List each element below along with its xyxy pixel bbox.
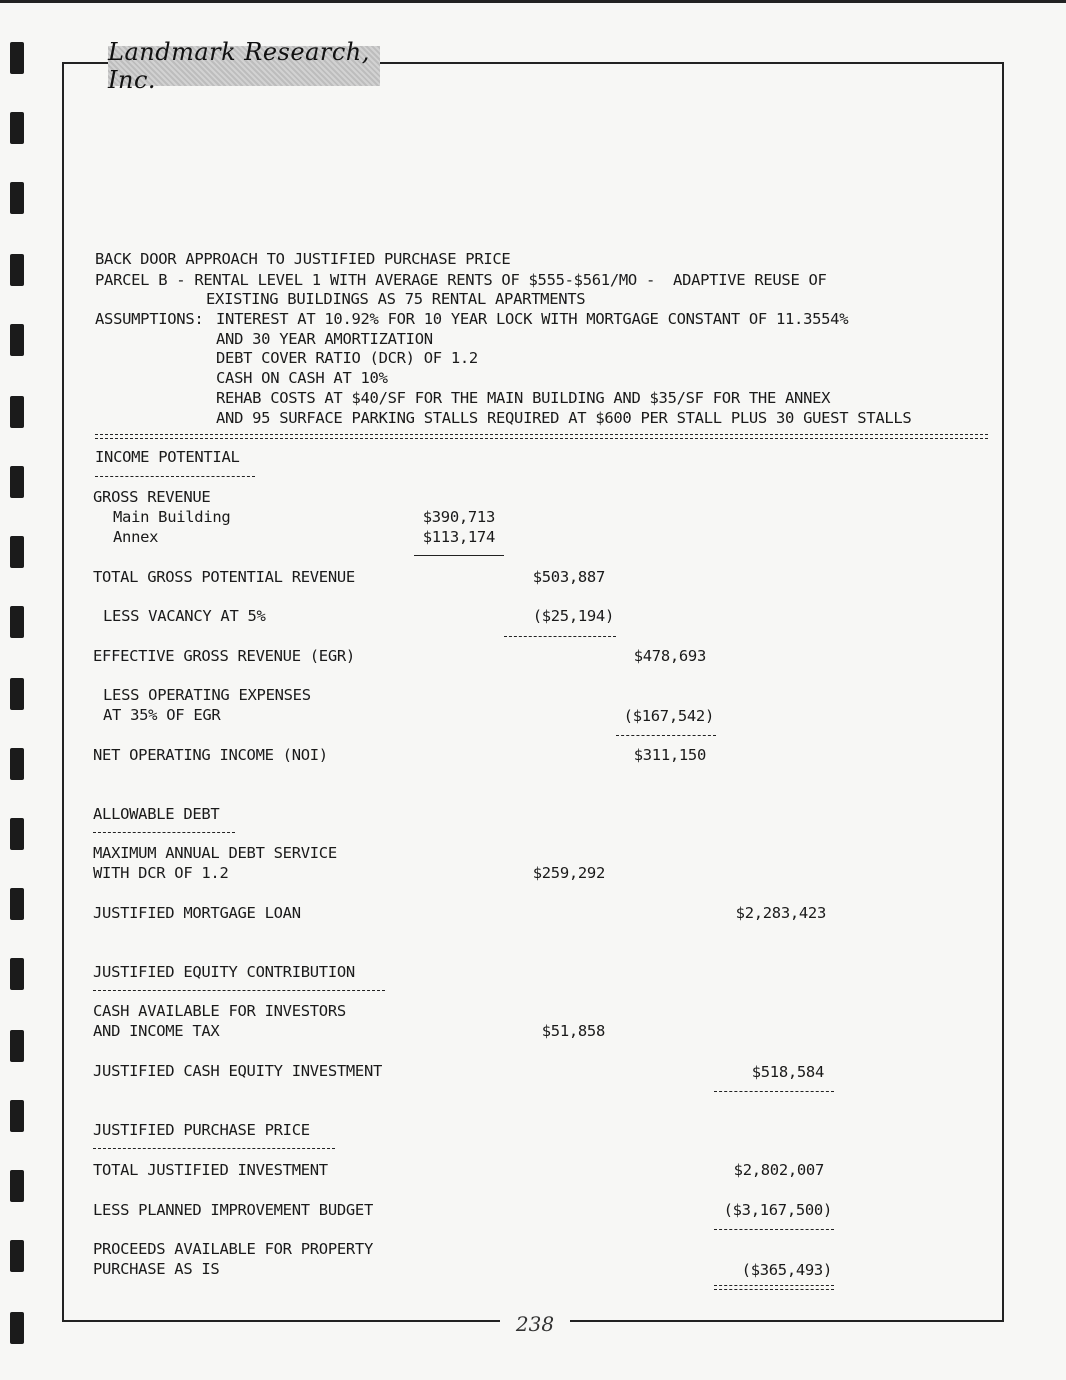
punch-hole (10, 1030, 24, 1062)
opex-label-line2: AT 35% OF EGR (103, 706, 221, 724)
page-top-edge (0, 0, 1066, 3)
improvement-budget-value: ($3,167,500) (723, 1201, 832, 1219)
subtotal-rule (414, 555, 504, 556)
punch-hole (10, 958, 24, 990)
punch-hole (10, 182, 24, 214)
total-investment-label: TOTAL JUSTIFIED INVESTMENT (93, 1161, 328, 1179)
assumption-line: INTEREST AT 10.92% FOR 10 YEAR LOCK WITH MORTGAGE CONSTANT OF 11.3554% (216, 310, 849, 328)
punch-hole (10, 536, 24, 568)
mortgage-loan-label: JUSTIFIED MORTGAGE LOAN (93, 904, 301, 922)
total-investment-value: $2,802,007 (733, 1161, 824, 1179)
opex-label-line1: LESS OPERATING EXPENSES (103, 686, 311, 704)
total-gross-label: TOTAL GROSS POTENTIAL REVENUE (93, 568, 355, 586)
punch-hole (10, 1312, 24, 1344)
max-debt-service-line1: MAXIMUM ANNUAL DEBT SERVICE (93, 844, 337, 862)
assumptions-label: ASSUMPTIONS: (95, 310, 204, 328)
document-title: BACK DOOR APPROACH TO JUSTIFIED PURCHASE PRICE (95, 250, 511, 268)
page-number: 238 (500, 1312, 570, 1336)
mortgage-loan-value: $2,283,423 (735, 904, 826, 922)
subtotal-rule (616, 735, 716, 736)
annex-label: Annex (113, 528, 159, 546)
debt-heading-underline (93, 832, 235, 833)
main-building-value: $390,713 (422, 508, 495, 526)
cash-available-value: $51,858 (541, 1022, 605, 1040)
company-logo-text: Landmark Research, Inc. (108, 38, 370, 94)
improvement-budget-label: LESS PLANNED IMPROVEMENT BUDGET (93, 1201, 373, 1219)
vacancy-label: LESS VACANCY AT 5% (103, 607, 266, 625)
assumption-line: AND 30 YEAR AMORTIZATION (216, 330, 433, 348)
egr-value: $478,693 (633, 647, 706, 665)
punch-hole (10, 748, 24, 780)
parcel-description-line1: PARCEL B - RENTAL LEVEL 1 WITH AVERAGE RENTS OF $555-$561/MO - ADAPTIVE REUSE OF (95, 271, 827, 289)
punch-hole (10, 678, 24, 710)
punch-hole (10, 466, 24, 498)
noi-label: NET OPERATING INCOME (NOI) (93, 746, 328, 764)
punch-hole (10, 324, 24, 356)
cash-available-line1: CASH AVAILABLE FOR INVESTORS (93, 1002, 346, 1020)
punch-hole (10, 1170, 24, 1202)
assumption-line: CASH ON CASH AT 10% (216, 369, 388, 387)
equity-heading: JUSTIFIED EQUITY CONTRIBUTION (93, 963, 355, 981)
vacancy-value: ($25,194) (532, 607, 614, 625)
punch-hole (10, 606, 24, 638)
punch-hole (10, 42, 24, 74)
proceeds-label-line1: PROCEEDS AVAILABLE FOR PROPERTY (93, 1240, 373, 1258)
parcel-description-line2: EXISTING BUILDINGS AS 75 RENTAL APARTMENTS (206, 290, 586, 308)
annex-value: $113,174 (422, 528, 495, 546)
max-debt-service-line2: WITH DCR OF 1.2 (93, 864, 229, 882)
assumption-line: AND 95 SURFACE PARKING STALLS REQUIRED AT $600 PER STALL PLUS 30 GUEST STALLS (216, 409, 912, 427)
main-building-label: Main Building (113, 508, 231, 526)
punch-hole (10, 1100, 24, 1132)
proceeds-label-line2: PURCHASE AS IS (93, 1260, 220, 1278)
debt-heading: ALLOWABLE DEBT (93, 805, 220, 823)
subtotal-rule (504, 636, 616, 637)
punch-hole (10, 112, 24, 144)
noi-value: $311,150 (633, 746, 706, 764)
punch-hole (10, 396, 24, 428)
max-debt-service-value: $259,292 (532, 864, 605, 882)
punch-hole (10, 888, 24, 920)
equity-investment-label: JUSTIFIED CASH EQUITY INVESTMENT (93, 1062, 383, 1080)
purchase-heading-underline (93, 1148, 335, 1149)
gross-revenue-label: GROSS REVENUE (93, 488, 211, 506)
proceeds-value: ($365,493) (741, 1261, 832, 1279)
assumption-line: DEBT COVER RATIO (DCR) OF 1.2 (216, 349, 478, 367)
egr-label: EFFECTIVE GROSS REVENUE (EGR) (93, 647, 355, 665)
purchase-heading: JUSTIFIED PURCHASE PRICE (93, 1121, 310, 1139)
company-logo (108, 38, 380, 94)
income-heading: INCOME POTENTIAL (95, 448, 240, 466)
punch-hole (10, 818, 24, 850)
assumption-line: REHAB COSTS AT $40/SF FOR THE MAIN BUILDING AND $35/SF FOR THE ANNEX (216, 389, 831, 407)
subtotal-rule (714, 1229, 834, 1230)
punch-hole (10, 1240, 24, 1272)
equity-investment-value: $518,584 (751, 1063, 824, 1081)
punch-hole (10, 254, 24, 286)
cash-available-line2: AND INCOME TAX (93, 1022, 220, 1040)
total-gross-value: $503,887 (532, 568, 605, 586)
final-double-rule (714, 1285, 834, 1290)
income-heading-underline (95, 476, 255, 477)
binder-punch-holes (10, 0, 26, 1380)
opex-value: ($167,542) (623, 707, 714, 725)
subtotal-rule (714, 1091, 834, 1092)
header-double-rule (95, 434, 988, 439)
equity-heading-underline (93, 990, 385, 991)
